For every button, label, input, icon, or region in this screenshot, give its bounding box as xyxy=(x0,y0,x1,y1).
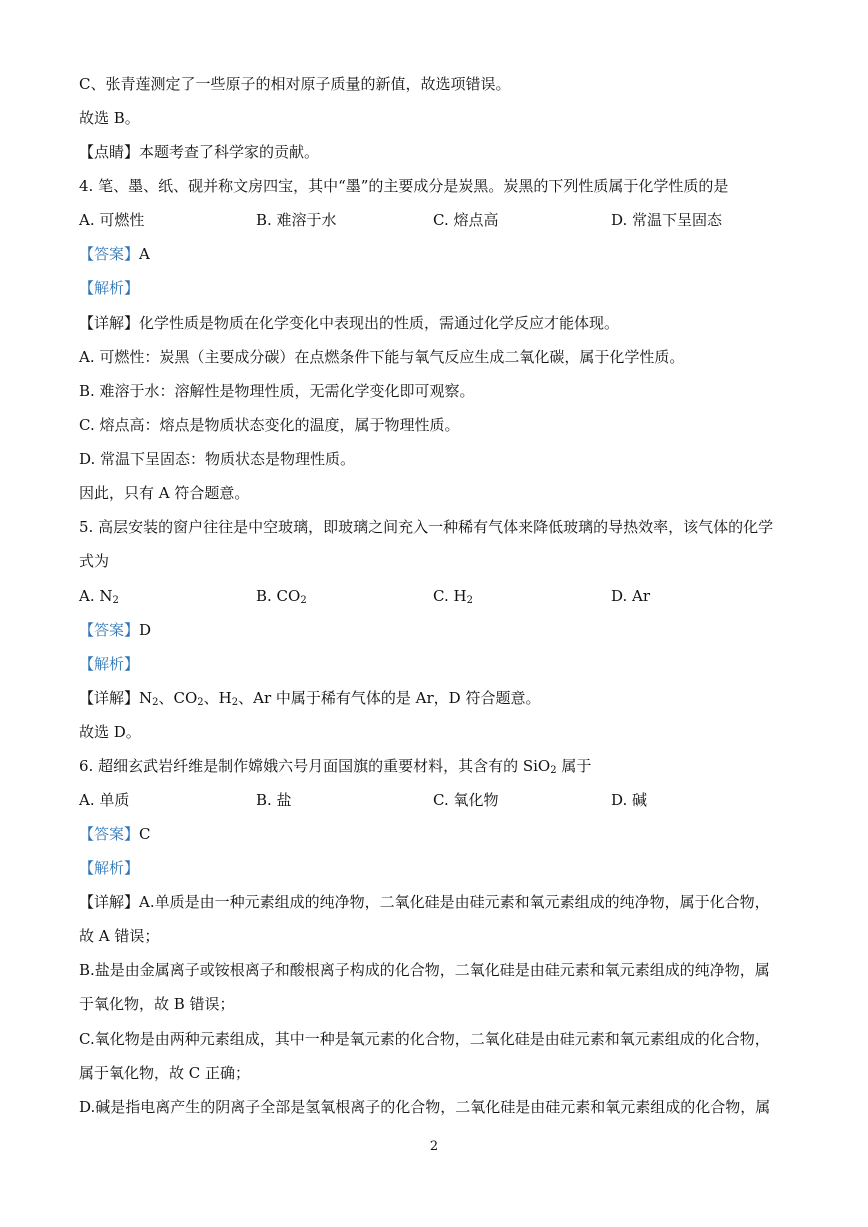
analysis-tag: 【解析】 xyxy=(79,279,140,297)
answer-value: D xyxy=(139,621,152,639)
detail-line: 于氧化物，故 B 错误； xyxy=(79,995,235,1013)
option-d: D. 碱 xyxy=(611,791,648,809)
detail-line: 【详解】$N_2$、$CO_2$、$H_2$、Ar 中属于稀有气体的是 Ar，D 符合题意。 xyxy=(79,689,541,708)
option-a: A. 可燃性 xyxy=(79,211,145,229)
option-b: B. 难溶于水 xyxy=(256,211,337,229)
option-d: D. 常温下呈固态 xyxy=(611,211,723,229)
answer-tag: 【答案】 xyxy=(79,825,140,843)
question-5-stem-cont: 式为 xyxy=(79,552,110,570)
answer-value: C xyxy=(139,825,151,843)
detail-line: A. 可燃性：炭黑（主要成分碳）在点燃条件下能与氧气反应生成二氧化碳，属于化学性质。 xyxy=(79,348,685,366)
option-c: C. 熔点高 xyxy=(433,211,499,229)
detail-line: 故 A 错误； xyxy=(79,927,160,945)
detail-line: B.盐是由金属离子或铵根离子和酸根离子构成的化合物，二氧化硅是由硅元素和氧元素组成的纯净物，属 xyxy=(79,961,770,979)
detail-line: C. 熔点高：熔点是物质状态变化的温度，属于物理性质。 xyxy=(79,416,460,434)
option-b: B. $CO_2$ xyxy=(256,587,307,606)
detail-line: C.氧化物是由两种元素组成，其中一种是氧元素的化合物，二氧化硅是由硅元素和氧元素组成的化合物， xyxy=(79,1030,770,1048)
text-line: C、张青莲测定了一些原子的相对原子质量的新值，故选项错误。 xyxy=(79,75,511,93)
option-c: C. $H_2$ xyxy=(433,587,473,606)
answer-value: A xyxy=(139,245,150,263)
option-d: D. Ar xyxy=(611,587,651,605)
detail-line: B. 难溶于水：溶解性是物理性质，无需化学变化即可观察。 xyxy=(79,382,475,400)
page-number: 2 xyxy=(429,1139,439,1154)
comment-line: 【点睛】本题考查了科学家的贡献。 xyxy=(79,143,320,161)
question-4-stem: 4. 笔、墨、纸、砚并称文房四宝，其中“墨”的主要成分是炭黑。炭黑的下列性质属于化学性质的是 xyxy=(79,177,729,195)
answer-line xyxy=(79,620,151,640)
option-c: C. 氧化物 xyxy=(433,791,499,809)
detail-line: 故选 D。 xyxy=(79,723,141,741)
option-a: A. $N_2$ xyxy=(79,587,119,606)
answer-tag: 【答案】 xyxy=(79,245,140,263)
detail-line: 【详解】A.单质是由一种元素组成的纯净物，二氧化硅是由硅元素和氧元素组成的纯净物，属于化合物， xyxy=(79,893,770,911)
option-a: A. 单质 xyxy=(79,791,130,809)
detail-line: 属于氧化物，故 C 正确； xyxy=(79,1064,251,1082)
question-6-stem: 6. 超细玄武岩纤维是制作嫦娥六号月面国旗的重要材料，其含有的 SiO$_2$ 属于 xyxy=(79,757,592,776)
analysis-tag: 【解析】 xyxy=(79,859,140,877)
detail-line: D. 常温下呈固态：物质状态是物理性质。 xyxy=(79,450,356,468)
analysis-tag: 【解析】 xyxy=(79,655,140,673)
detail-line: 【详解】化学性质是物质在化学变化中表现出的性质，需通过化学反应才能体现。 xyxy=(79,314,620,332)
question-5-stem: 5. 高层安装的窗户往往是中空玻璃，即玻璃之间充入一种稀有气体来降低玻璃的导热效率，该气体的化学 xyxy=(79,518,774,536)
answer-tag: 【答案】 xyxy=(79,621,140,639)
detail-line: 因此，只有 A 符合题意。 xyxy=(79,484,250,502)
option-b: B. 盐 xyxy=(256,791,292,809)
text-line: 故选 B。 xyxy=(79,109,140,127)
detail-line: D.碱是指电离产生的阴离子全部是氢氧根离子的化合物，二氧化硅是由硅元素和氧元素组成的化合物，属 xyxy=(79,1098,771,1116)
answer-line xyxy=(79,824,151,844)
answer-line xyxy=(79,244,150,264)
